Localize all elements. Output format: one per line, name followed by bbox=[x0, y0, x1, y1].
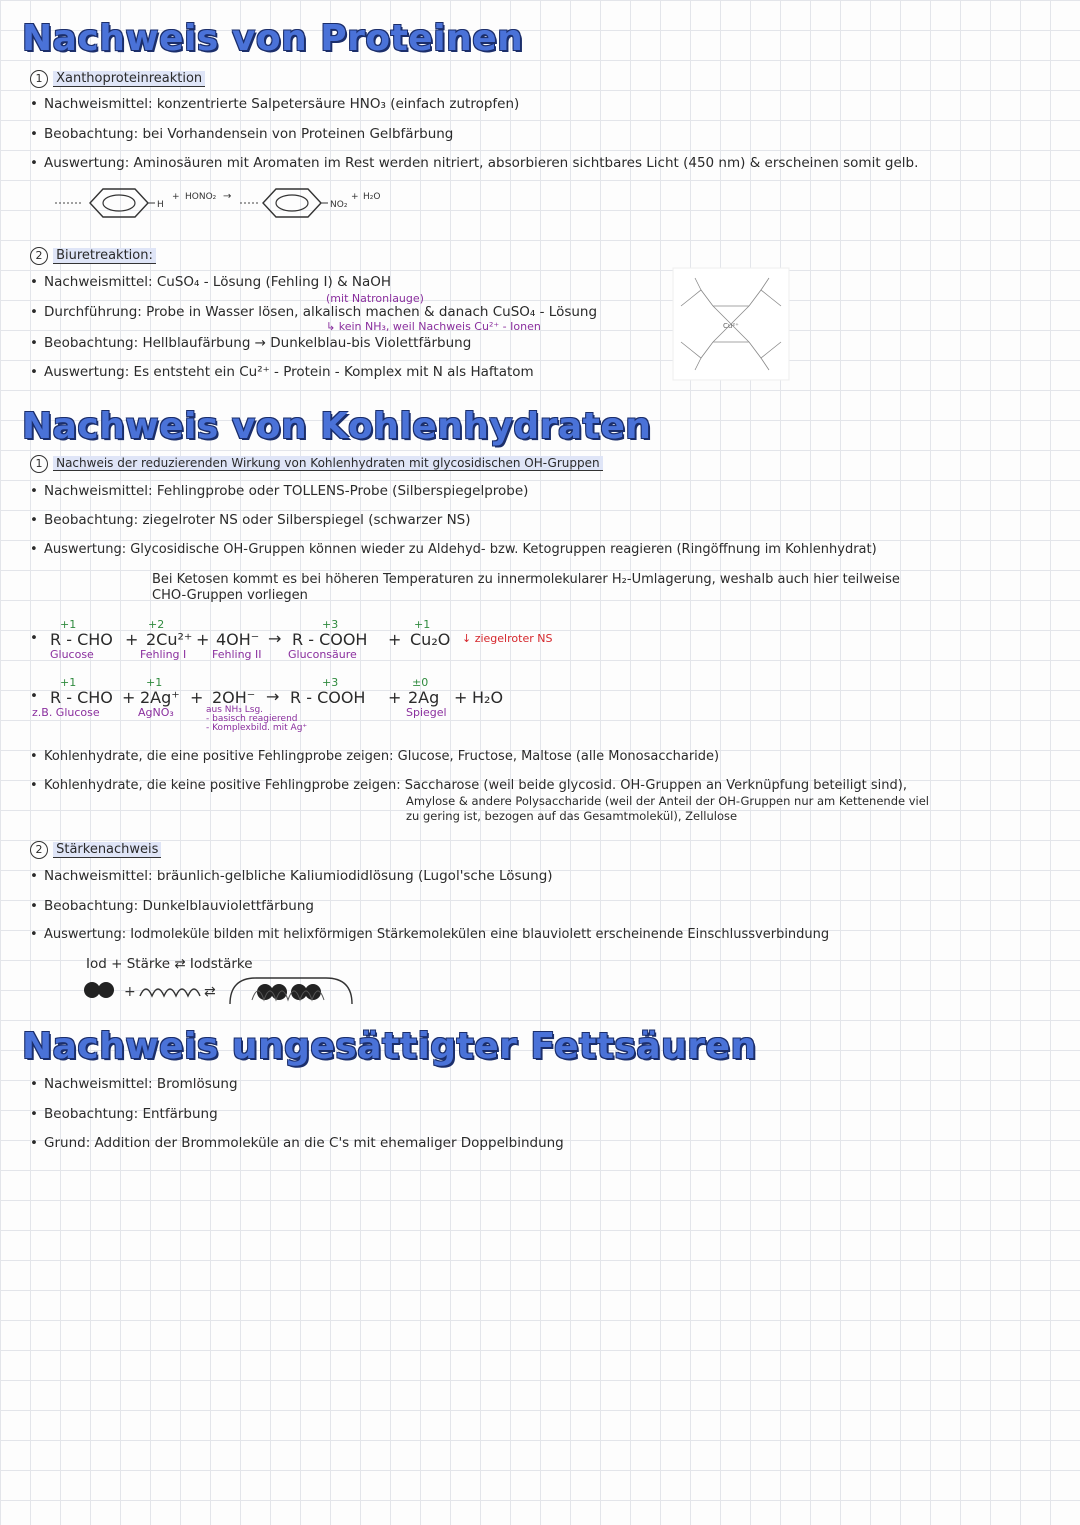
eq1-label-fehling-1: Fehling I bbox=[140, 648, 187, 661]
subheading-label: Xanthoproteinreaktion bbox=[53, 71, 205, 87]
oxidation-number: +1 bbox=[60, 618, 77, 631]
oxidation-number: +2 bbox=[148, 618, 165, 631]
eq1-label-gluconic: Gluconsäure bbox=[288, 648, 357, 661]
eq1-arrow: → bbox=[268, 629, 282, 648]
subheading-starch bbox=[30, 838, 161, 859]
equation-fehling: • +1 R - CHO Glucose + +2 2Cu²⁺ Fehling I + 4OH⁻ Fehling II → +3 R - COOH Gluconsäure + +1 Cu₂O ↓ ziegelroter NS bbox=[30, 618, 553, 661]
sketch-plus: + bbox=[124, 984, 136, 1000]
reducing-line-8: Amylose & andere Polysaccharide (weil der Anteil der OH-Gruppen nur am Kettenende viel bbox=[406, 794, 929, 808]
iodine-atom bbox=[98, 982, 114, 998]
oxidation-number: +3 bbox=[322, 618, 339, 631]
reducing-line-1: • Nachweismittel: Fehlingprobe oder TOLLENS-Probe (Silberspiegelprobe) bbox=[30, 483, 529, 499]
fatty-line-3: • Grund: Addition der Brommoleküle an die C's mit ehemaliger Doppelbindung bbox=[30, 1135, 564, 1151]
iodine-atom bbox=[84, 982, 100, 998]
eq1-note-precipitate: ↓ ziegelroter NS bbox=[462, 632, 553, 645]
eq1-hydroxide: 4OH⁻ bbox=[216, 630, 260, 649]
eq2-silver-ions: 2Ag⁺ bbox=[140, 688, 180, 707]
eq2-note-1: aus NH₃ Lsg. bbox=[206, 705, 264, 715]
fatty-line-1: • Nachweismittel: Bromlösung bbox=[30, 1076, 238, 1092]
reaction-plus-1: + bbox=[172, 192, 180, 202]
eq2-acid: R - COOH bbox=[290, 688, 366, 707]
section-title-carbohydrates: Nachweis von Kohlenhydraten bbox=[22, 406, 652, 447]
reaction-hono2: HONO₂ bbox=[185, 192, 217, 202]
biuret-line-1: • Nachweismittel: CuSO₄ - Lösung (Fehling I) & NaOH bbox=[30, 274, 392, 290]
iodine-starch-complex bbox=[230, 978, 352, 1004]
biuret-note-ions: ↳ kein NH₃, weil Nachweis Cu²⁺ - Ionen bbox=[326, 320, 541, 333]
biuret-line-2: • Durchführung: Probe in Wasser lösen, alkalisch machen & danach CuSO₄ - Lösung bbox=[30, 304, 598, 320]
number-circle: 2 bbox=[30, 247, 48, 265]
oxidation-number: ±0 bbox=[412, 676, 429, 689]
oxidation-number: +1 bbox=[414, 618, 431, 631]
subheading-label: Biuretreaktion: bbox=[53, 248, 156, 264]
subheading-biuret bbox=[30, 244, 156, 265]
reducing-line-4: Bei Ketosen kommt es bei höheren Temperaturen zu innermolekularer H₂-Umlagerung, weshalb auch hier teilweise bbox=[152, 572, 900, 587]
xantho-line-1: • Nachweismittel: konzentrierte Salpetersäure HNO₃ (einfach zutropfen) bbox=[30, 96, 520, 112]
reaction-arrow: → bbox=[223, 191, 232, 202]
benzene-ring-left bbox=[90, 189, 148, 217]
starch-helix bbox=[140, 989, 200, 996]
xantho-line-2: • Beobachtung: bei Vorhandensein von Proteinen Gelbfärbung bbox=[30, 126, 454, 142]
benzene-ring-right bbox=[263, 189, 321, 217]
biuret-line-3: • Beobachtung: Hellblaufärbung → Dunkelblau-bis Violettfärbung bbox=[30, 335, 472, 351]
reducing-line-7: • Kohlenhydrate, die keine positive Fehlingprobe zeigen: Saccharose (weil beide glycosid. OH-Gruppen an Verknüpfung beteiligt sind), bbox=[30, 778, 907, 793]
eq2-plus-2: + bbox=[190, 688, 204, 707]
reducing-line-3: • Auswertung: Glycosidische OH-Gruppen können wieder zu Aldehyd- bzw. Ketogruppen reagieren (Ringöffnung im Kohlenhydrat) bbox=[30, 542, 877, 557]
eq2-plus-1: + bbox=[122, 688, 136, 707]
eq2-plus-4: + bbox=[454, 688, 468, 707]
xantho-line-3: • Auswertung: Aminosäuren mit Aromaten im Rest werden nitriert, absorbieren sichtbares Licht (450 nm) & erscheinen somit gelb. bbox=[30, 155, 919, 171]
starch-line-3: • Auswertung: Iodmoleküle bilden mit helixförmigen Stärkemolekülen eine blauviolett erscheinende Einschlussverbindung bbox=[30, 927, 830, 942]
eq1-plus-1: + bbox=[125, 630, 139, 649]
eq1-label-glucose: Glucose bbox=[50, 648, 94, 661]
starch-line-2: • Beobachtung: Dunkelblauviolettfärbung bbox=[30, 898, 314, 914]
eq2-silver: 2Ag bbox=[408, 688, 440, 707]
subheading-label: Nachweis der reduzierenden Wirkung von Kohlenhydraten mit glycosidischen OH-Gruppen bbox=[53, 456, 603, 471]
reducing-line-9: zu gering ist, bezogen auf das Gesamtmolekül), Zellulose bbox=[406, 809, 738, 823]
number-circle: 2 bbox=[30, 841, 48, 859]
oxidation-number: +1 bbox=[146, 676, 163, 689]
reducing-line-6: • Kohlenhydrate, die eine positive Fehlingprobe zeigen: Glucose, Fructose, Maltose (alle Monosaccharide) bbox=[30, 749, 720, 764]
biuret-line-4: • Auswertung: Es entsteht ein Cu²⁺ - Protein - Komplex mit N als Haftatom bbox=[30, 364, 534, 380]
eq1-copper-ions: 2Cu²⁺ bbox=[146, 630, 193, 649]
reaction-h: H bbox=[157, 200, 164, 210]
subheading-reducing bbox=[30, 452, 603, 473]
eq2-plus-3: + bbox=[388, 688, 402, 707]
eq2-label-glucose: z.B. Glucose bbox=[32, 706, 100, 719]
eq2-label-agno3: AgNO₃ bbox=[138, 706, 174, 719]
subheading-xanthoprotein bbox=[30, 67, 205, 88]
eq1-label-fehling-2: Fehling II bbox=[212, 648, 262, 661]
sketch-equilibrium: ⇄ bbox=[204, 984, 216, 1000]
equation-tollens: • +1 R - CHO z.B. Glucose + +1 2Ag⁺ AgNO₃ + 2OH⁻ aus NH₃ Lsg. - basisch reagierend - Komplexbild. mit Ag⁺ → +3 R - COOH + ±0 2Ag Spiegel + H₂O bbox=[30, 676, 504, 733]
eq2-note-2: - basisch reagierend bbox=[206, 714, 298, 724]
fatty-line-2: • Beobachtung: Entfärbung bbox=[30, 1106, 218, 1122]
eq2-aldehyde: R - CHO bbox=[50, 688, 113, 707]
eq1-copper-oxide: Cu₂O bbox=[410, 630, 451, 649]
subheading-label: Stärkenachweis bbox=[53, 842, 161, 858]
number-circle: 1 bbox=[30, 455, 48, 473]
reducing-line-2: • Beobachtung: ziegelroter NS oder Silberspiegel (schwarzer NS) bbox=[30, 512, 471, 528]
nitration-reaction-diagram bbox=[55, 183, 415, 223]
eq1-plus-3: + bbox=[388, 630, 402, 649]
reaction-h2o: H₂O bbox=[363, 192, 381, 202]
iodine-starch-sketch bbox=[80, 974, 360, 1008]
eq1-acid: R - COOH bbox=[292, 630, 368, 649]
eq1-plus-2: + bbox=[196, 630, 210, 649]
copper-protein-complex-image bbox=[673, 268, 789, 380]
section-title-proteins: Nachweis von Proteinen bbox=[22, 18, 524, 59]
eq2-hydroxide: 2OH⁻ bbox=[212, 688, 256, 707]
biuret-note-natronlauge: (mit Natronlauge) bbox=[326, 292, 424, 305]
reducing-line-5: CHO-Gruppen vorliegen bbox=[152, 588, 308, 603]
oxidation-number: +1 bbox=[60, 676, 77, 689]
reaction-plus-2: + bbox=[351, 192, 359, 202]
starch-line-1: • Nachweismittel: bräunlich-gelbliche Kaliumiodidlösung (Lugol'sche Lösung) bbox=[30, 868, 553, 884]
starch-reaction: Iod + Stärke ⇄ Iodstärke bbox=[86, 956, 253, 972]
eq1-aldehyde: R - CHO bbox=[50, 630, 113, 649]
number-circle: 1 bbox=[30, 70, 48, 88]
eq2-label-mirror: Spiegel bbox=[406, 706, 447, 719]
section-title-fatty-acids: Nachweis ungesättigter Fettsäuren bbox=[22, 1026, 757, 1067]
reaction-no2: NO₂ bbox=[330, 200, 348, 210]
eq2-arrow: → bbox=[266, 687, 280, 706]
complex-center-label: Cu²⁺ bbox=[723, 322, 739, 330]
oxidation-number: +3 bbox=[322, 676, 339, 689]
eq2-note-3: - Komplexbild. mit Ag⁺ bbox=[206, 723, 308, 733]
eq2-water: H₂O bbox=[472, 688, 504, 707]
